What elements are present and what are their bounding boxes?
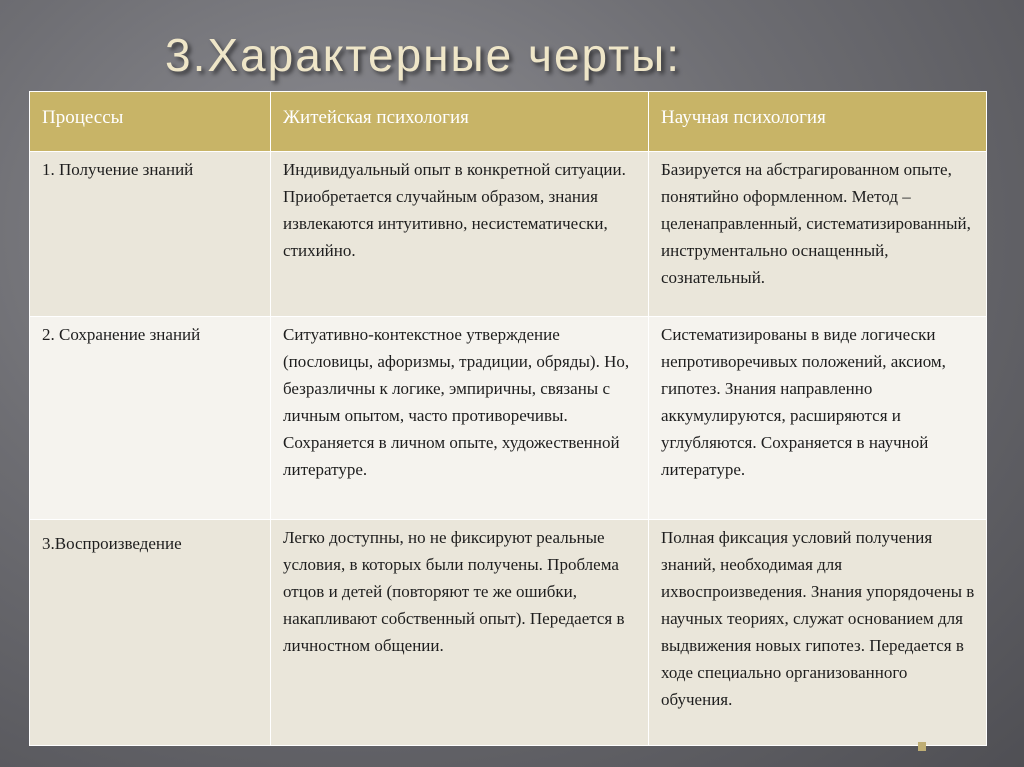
everyday-cell: Ситуативно-контекстное утверждение (пословицы, афоризмы, традиции, обряды). Но, безразличны к логике, эмпиричны, связаны с личным опытом, часто противоречивы. Сохраняется в личном опыте, художественной литературе. <box>271 317 649 520</box>
everyday-cell: Легко доступны, но не фиксируют реальные условия, в которых были получены. Проблема отцов и детей (повторяют те же ошибки, накапливают собственный опыт). Передается в личностном общении. <box>271 520 649 746</box>
table-row <box>30 520 987 746</box>
table-row <box>30 317 987 520</box>
comparison-table <box>29 91 987 746</box>
table-header-row <box>30 92 987 152</box>
header-processes: Процессы <box>30 92 271 152</box>
slide-title: 3.Характерные черты: <box>165 29 682 81</box>
slide-corner-marker <box>918 742 926 751</box>
scientific-cell: Базируется на абстрагированном опыте, понятийно оформленном. Метод – целенаправленный, систематизированный, инструментально оснащенный, сознательный. <box>649 152 987 317</box>
header-scientific-psychology: Научная психология <box>649 92 987 152</box>
everyday-cell: Индивидуальный опыт в конкретной ситуации. Приобретается случайным образом, знания извлекаются интуитивно, несистематически, стихийно. <box>271 152 649 317</box>
header-everyday-psychology: Житейская психология <box>271 92 649 152</box>
scientific-cell: Полная фиксация условий получения знаний, необходимая для ихвоспроизведения. Знания упорядочены в научных теориях, служат основанием для выдвижения новых гипотез. Передается в ходе специально организованного обучения. <box>649 520 987 746</box>
table-row <box>30 152 987 317</box>
process-cell: 1. Получение знаний <box>30 152 271 317</box>
scientific-cell: Систематизированы в виде логически непротиворечивых положений, аксиом, гипотез. Знания направленно аккумулируются, расширяются и углубляются. Сохраняется в научной литературе. <box>649 317 987 520</box>
process-cell: 3.Воспроизведение <box>30 520 271 746</box>
process-cell: 2. Сохранение знаний <box>30 317 271 520</box>
